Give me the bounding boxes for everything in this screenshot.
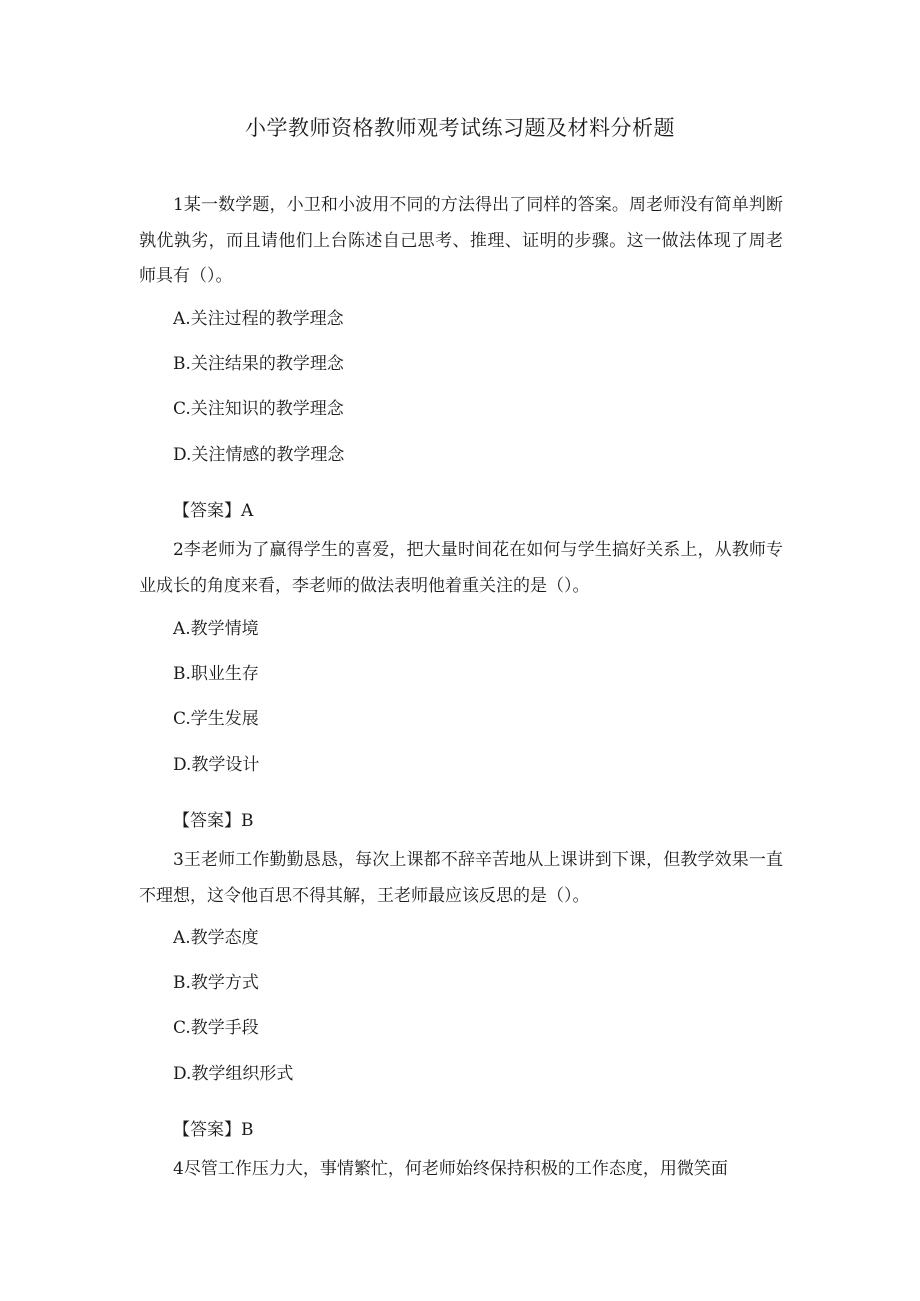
question-2-answer: 【答案】B (173, 811, 254, 831)
question-1-option-a: A.关注过程的教学理念 (173, 309, 344, 329)
question-2-option-b: B.职业生存 (173, 664, 259, 684)
question-1-option-c: C.关注知识的教学理念 (173, 399, 344, 419)
question-3-option-d: D.教学组织形式 (173, 1064, 294, 1084)
question-3-option-c: C.教学手段 (173, 1018, 259, 1038)
question-1-answer: 【答案】A (173, 501, 254, 521)
document-title: 小学教师资格教师观考试练习题及材料分析题 (245, 116, 675, 140)
question-1-option-b: B.关注结果的教学理念 (173, 354, 344, 374)
question-4-stem: 4尽管工作压力大，事情繁忙，何老师始终保持积极的工作态度，用微笑面 (173, 1159, 728, 1179)
question-3-answer: 【答案】B (173, 1120, 254, 1140)
question-1-option-d: D.关注情感的教学理念 (173, 445, 345, 465)
question-2-option-a: A.教学情境 (173, 619, 259, 639)
question-2-option-d: D.教学设计 (173, 755, 260, 775)
question-2-stem: 2李老师为了赢得学生的喜爱，把大量时间花在如何与学生搞好关系上，从教师专业成长的角度来看，李老师的做法表明他着重关注的是（）。 (139, 540, 783, 596)
question-3-option-b: B.教学方式 (173, 973, 259, 993)
question-3-option-a: A.教学态度 (173, 928, 259, 948)
question-2-option-c: C.学生发展 (173, 709, 259, 729)
question-1-stem: 1某一数学题，小卫和小波用不同的方法得出了同样的答案。周老师没有简单判断孰优孰劣，而且请他们上台陈述自己思考、推理、证明的步骤。这一做法体现了周老师具有（）。 (139, 195, 783, 286)
question-3-stem: 3王老师工作勤勤恳恳，每次上课都不辞辛苦地从上课讲到下课，但教学效果一直不理想，这令他百思不得其解，王老师最应该反思的是（）。 (139, 850, 783, 906)
